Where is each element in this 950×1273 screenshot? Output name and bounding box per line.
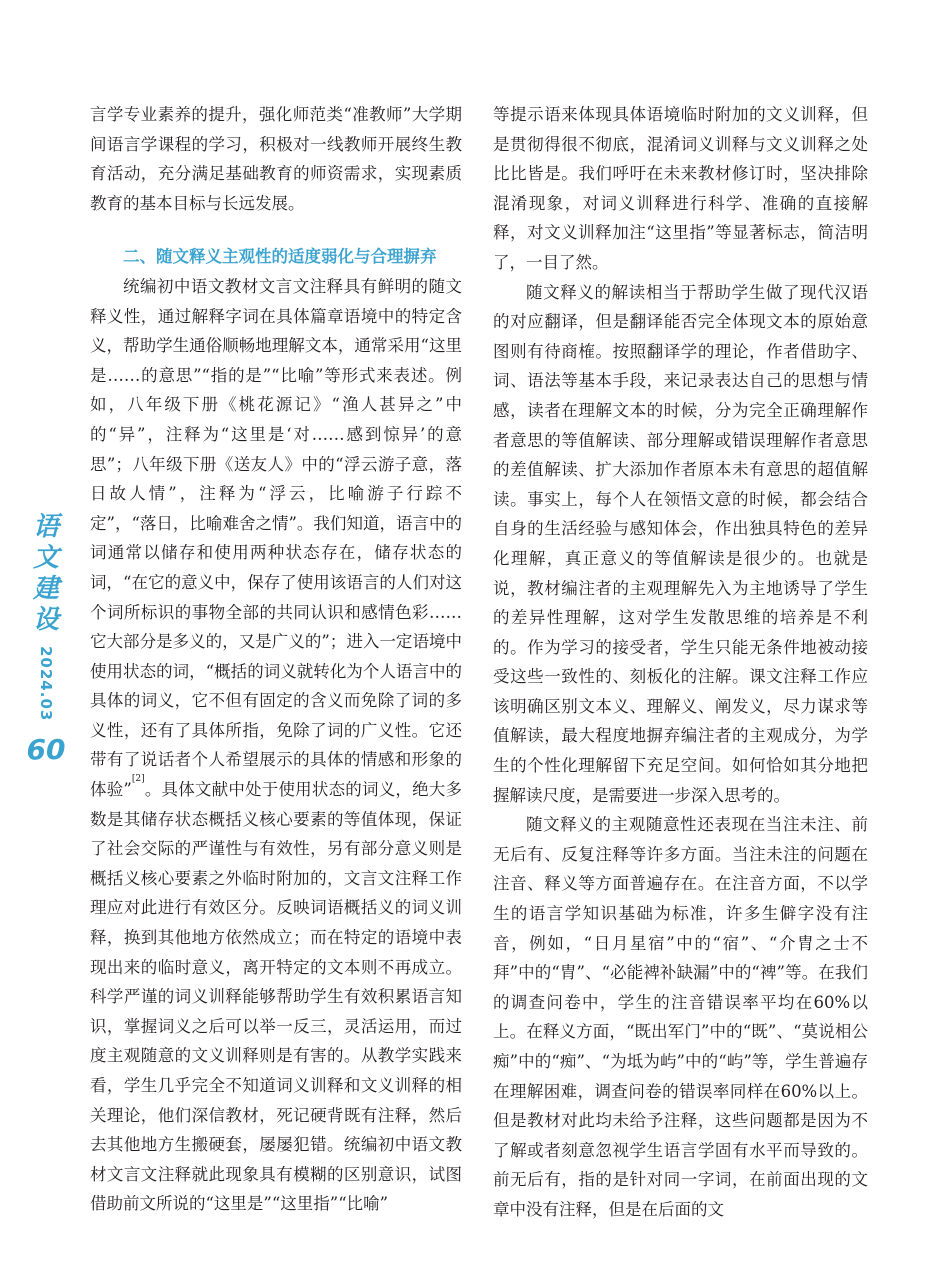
citation-mark: [2] xyxy=(131,774,145,785)
right-paragraph-translation: 随文释义的解读相当于帮助学生做了现代汉语的对应翻译，但是翻译能否完全体现文本的原始意图则有待商榷。按照翻译学的理论，作者借助字、词、语法等基本手段，来记录表达自己的思想与情感，读者在理解文本的时候，分为完全正确理解作者意思的等值解读、部分理解或错误理解作者意思的差值解读、扩大添加作者原本未有意思的超值解读。事实上，每个人在领悟文意的时候，都会结合自身的生活经验与感知体会，作出独具特色的差异化理解，真正意义的等值解读是很少的。也就是说，教材编注者的主观理解先入为主地诱导了学生的差异性理解，这对学生发散思维的培养是不利的。作为学习的接受者，学生只能无条件地被动接受这些一致性的、刻板化的注解。课文注释工作应该明确区别文本义、理解义、阐发义，尽力谋求等值解读，最大程度地摒弃编注者的主观成分，为学生的个性化理解留下充足空间。如何恰如其分地把握解读尺度，是需要进一步深入思考的。 xyxy=(493,282,868,805)
issue-number: 2024.03 xyxy=(37,646,55,722)
journal-title-char: 语 xyxy=(32,512,59,542)
left-column xyxy=(90,100,462,1219)
left-paragraph-continued: 言学专业素养的提升，强化师范类“准教师”大学期间语言学课程的学习，积极对一线教师开展终生教育活动，充分满足基础教育的师资需求，实现素质教育的基本目标与长远发展。 xyxy=(90,105,462,213)
side-marker xyxy=(24,512,68,766)
right-paragraph-continued: 等提示语来体现具体语境临时附加的文义训释，但是贯彻得很不彻底，混淆词义训释与文义训释之处比比皆是。我们呼吁在未来教材修订时，坚决排除混淆现象，对词义训释进行科学、准确的直接解释，对文义训释加注“这里指”等显著标志，简洁明了，一目了然。 xyxy=(493,105,868,272)
right-paragraph-subjectivity: 随文释义的主观随意性还表现在当注未注、前无后有、反复注释等许多方面。当注未注的问题在注音、释义等方面普遍存在。在注音方面，不以学生的语言学知识基础为标准，许多生僻字没有注音，例如，“日月星宿”中的“宿”、“介胄之士不拜”中的“胄”、“必能裨补缺漏”中的“裨”等。在我们的调查问卷中，学生的注音错误率平均在60%以上。在释义方面，“既出军门”中的“既”、“莫说相公痴”中的“痴”、“为坻为屿”中的“屿”等，学生普遍存在理解困难，调查问卷的错误率同样在60%以上。但是教材对此均未给予注释，这些问题都是因为不了解或者刻意忽视学生语言学固有水平而导致的。前无后有，指的是针对同一字词，在前面出现的文章中没有注释，但是在后面的文 xyxy=(493,815,868,1219)
journal-title-char: 设 xyxy=(32,605,59,635)
right-column xyxy=(493,100,868,1225)
journal-title xyxy=(24,512,68,636)
section-heading: 二、随文释义主观性的适度弱化与合理摒弃 xyxy=(123,247,437,267)
page-number: 60 xyxy=(26,733,66,767)
journal-title-char: 文 xyxy=(32,543,59,573)
left-paragraph-main xyxy=(90,272,462,1219)
left-paragraph-main-text-b: 。具体文献中处于使用状态的词义，绝大多数是其储存状态概括义核心要素的等值体现，保证了社会交际的严谨性与有效性，另有部分意义则是概括义核心要素之外临时附加的，文言文注释工作理应对此进行有效区分。反映词语概括义的词义训释，换到其他地方依然成立；而在特定的语境中表现出来的临时意义，离开特定的文本则不再成立。科学严谨的词义训释能够帮助学生有效积累语言知识，掌握词义之后可以举一反三，灵活运用，而过度主观随意的文义训释则是有害的。从教学实践来看，学生几乎完全不知道词义训释和文义训释的相关理论，他们深信教材，死记硬背既有注释，然后去其他地方生搬硬套，屡屡犯错。统编初中语文教材文言文注释就此现象具有模糊的区别意识，试图借助前文所说的“这里是”“这里指”“比喻” xyxy=(90,780,463,1214)
journal-title-char: 建 xyxy=(32,574,59,604)
left-paragraph-main-text-a: 统编初中语文教材文言文注释具有鲜明的随文释义性，通过解释字词在具体篇章语境中的特定含义，帮助学生通俗顺畅地理解文本，通常采用“这里是……的意思”“指的是”“比喻”等形式来表述。例如，八年级下册《桃花源记》“渔人甚异之”中的“异”，注释为“这里是‘对……感到惊异’的意思”；八年级下册《送友人》中的“浮云游子意，落日故人情”，注释为“浮云，比喻游子行踪不定”，“落日，比喻难舍之情”。我们知道，语言中的词通常以储存和使用两种状态存在，储存状态的词，“在它的意义中，保存了使用该语言的人们对这个词所标识的事物全部的共同认识和感情色彩……它大部分是多义的，又是广义的”；进入一定语境中使用状态的词，“概括的词义就转化为个人语言中的具体的词义，它不但有固定的含义而免除了词的多义性，还有了具体所指，免除了词的广义性。它还带有了说话者个人希望展示的具体的情感和形象的体验” xyxy=(90,276,462,800)
